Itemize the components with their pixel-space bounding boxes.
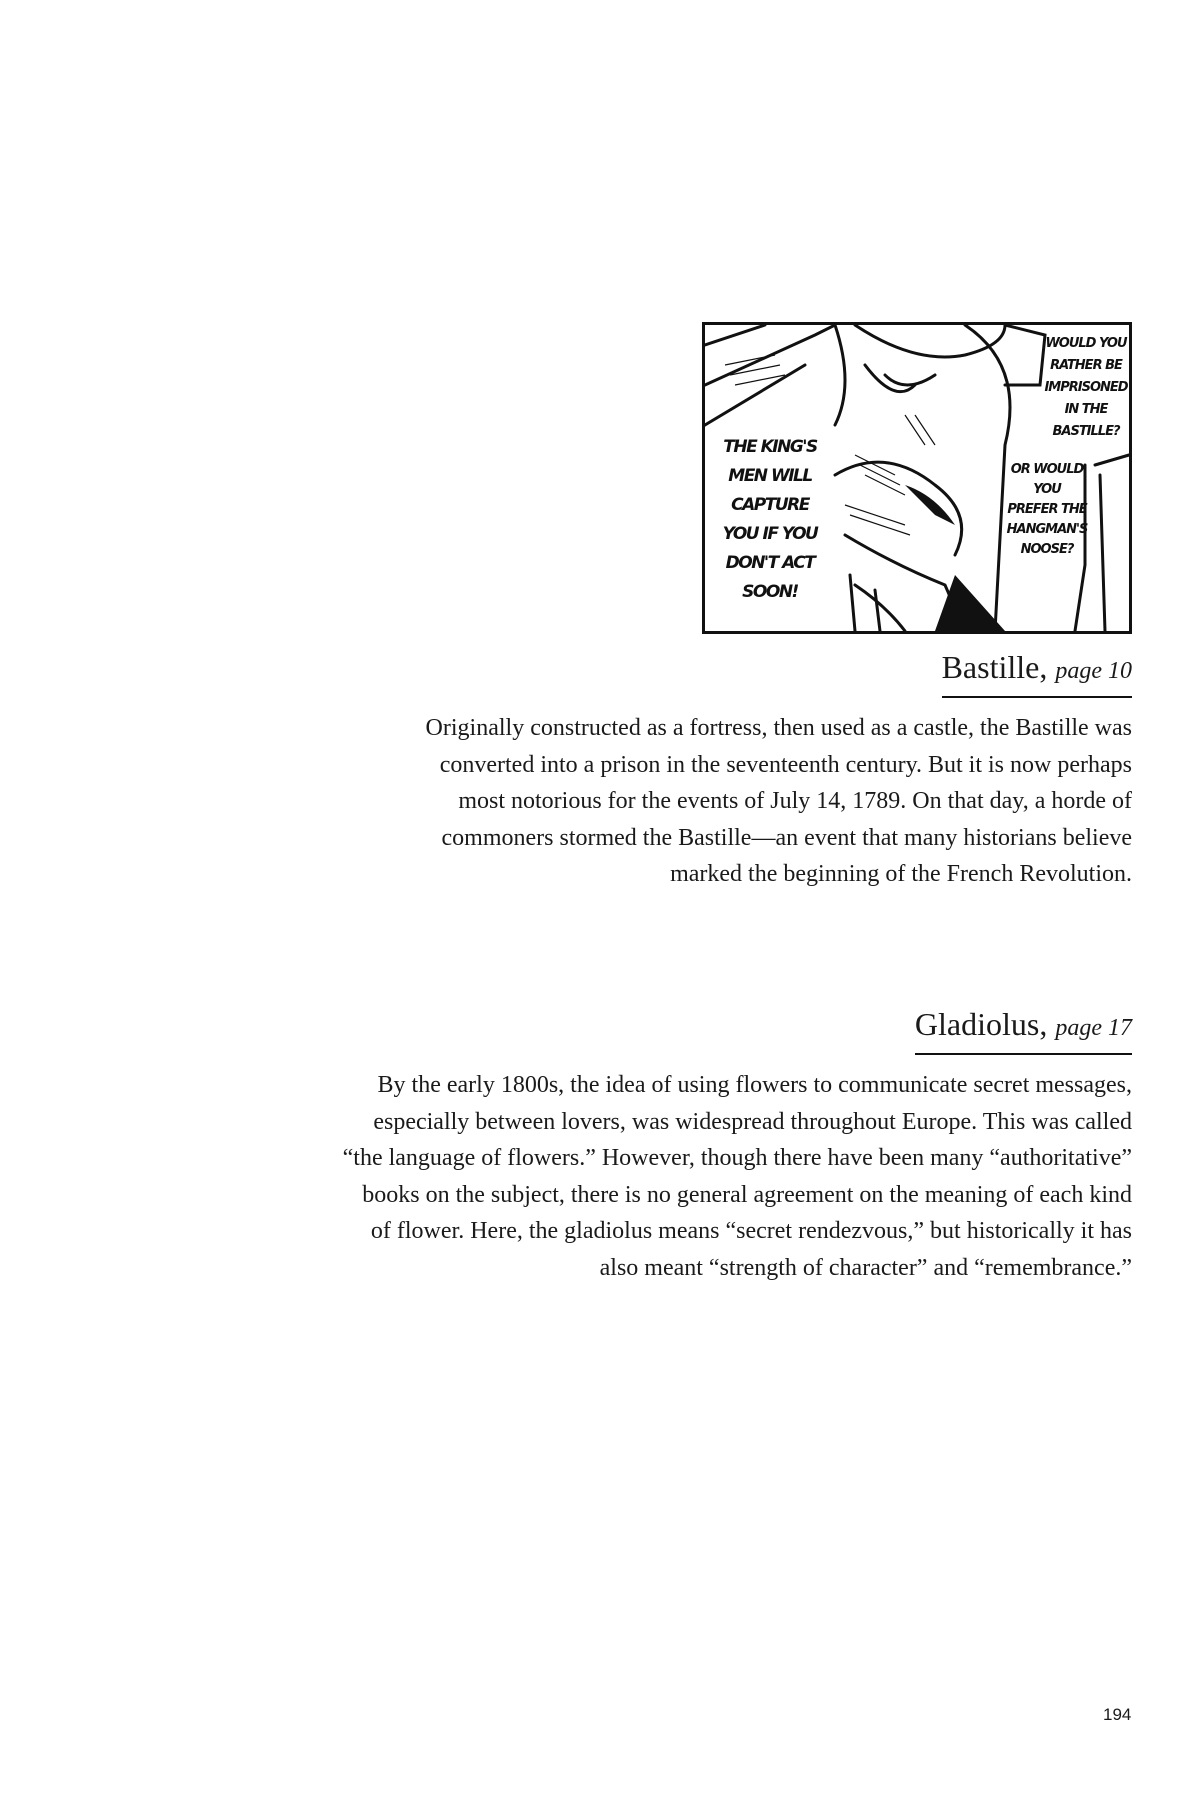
entry-heading bbox=[915, 1005, 1132, 1055]
speech-bubble-top-right bbox=[1043, 333, 1129, 443]
speech-line: MEN WILL bbox=[728, 466, 812, 486]
speech-line: OR WOULD bbox=[1010, 462, 1084, 477]
entry-term: Bastille, bbox=[941, 649, 1048, 685]
body-line: marked the beginning of the French Revolution. bbox=[670, 861, 1132, 888]
glossary-entry-bastille bbox=[426, 648, 1132, 893]
speech-line: IN THE bbox=[1064, 402, 1108, 417]
body-line: of flower. Here, the gladiolus means “secret rendezvous,” but historically it has bbox=[370, 1218, 1132, 1245]
body-line: By the early 1800s, the idea of using flowers to communicate secret messages, bbox=[377, 1072, 1132, 1098]
body-line: also meant “strength of character” and “remembrance.” bbox=[599, 1254, 1132, 1281]
body-line: especially between lovers, was widespread throughout Europe. This was called bbox=[373, 1108, 1132, 1135]
speech-line: IMPRISONED bbox=[1044, 380, 1128, 395]
speech-line: THE KING'S bbox=[723, 437, 817, 457]
body-line: Originally constructed as a fortress, then used as a castle, the Bastille was bbox=[425, 715, 1132, 741]
body-line: converted into a prison in the seventeenth century. But it is now perhaps bbox=[439, 751, 1132, 778]
speech-line: NOOSE? bbox=[1020, 542, 1074, 557]
speech-line: YOU IF YOU bbox=[722, 524, 818, 544]
page-number: 194 bbox=[1103, 1705, 1132, 1724]
speech-bubble-left bbox=[709, 433, 831, 607]
entry-page-ref: page 17 bbox=[1055, 1015, 1132, 1041]
speech-line: PREFER THE bbox=[1007, 502, 1087, 517]
body-line: “the language of flowers.” However, though there have been many “authoritative” bbox=[342, 1145, 1132, 1172]
body-line: commoners stormed the Bastille—an event that many historians believe bbox=[441, 824, 1132, 851]
glossary-entry-gladiolus bbox=[343, 1005, 1132, 1287]
speech-line: DON'T ACT bbox=[725, 553, 815, 573]
entry-page-ref: page 10 bbox=[1055, 658, 1132, 684]
entry-body bbox=[343, 1067, 1132, 1287]
speech-line: WOULD YOU bbox=[1045, 336, 1127, 351]
speech-line: CAPTURE bbox=[731, 495, 809, 515]
body-line: books on the subject, there is no general agreement on the meaning of each kind bbox=[362, 1181, 1132, 1208]
speech-line: SOON! bbox=[742, 582, 798, 602]
entry-term: Gladiolus, bbox=[914, 1006, 1048, 1042]
speech-line: RATHER BE bbox=[1050, 358, 1122, 373]
entry-heading bbox=[942, 648, 1132, 698]
manga-panel-illustration bbox=[702, 322, 1132, 634]
body-line: most notorious for the events of July 14, 1789. On that day, a horde of bbox=[458, 788, 1132, 815]
speech-line: HANGMAN'S bbox=[1006, 522, 1088, 537]
speech-bubble-bottom-right bbox=[1005, 460, 1089, 560]
speech-line: BASTILLE? bbox=[1052, 424, 1120, 439]
entry-body bbox=[426, 710, 1132, 893]
speech-line: YOU bbox=[1033, 482, 1061, 497]
